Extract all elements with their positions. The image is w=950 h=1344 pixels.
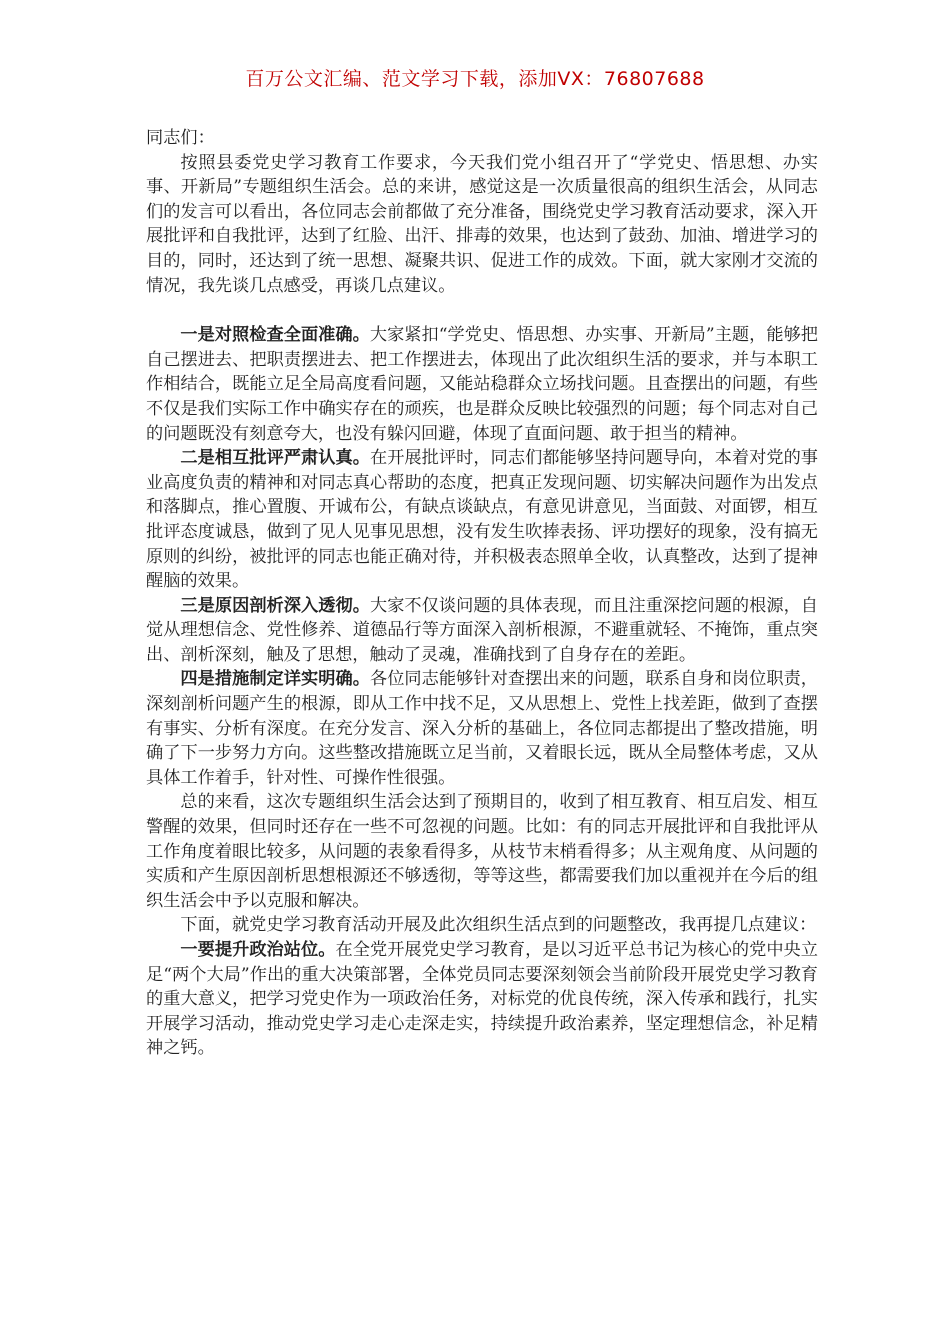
point-text: 在开展批评时，同志们都能够坚持问题导向，本着对党的事业高度负责的精神和对同志真心帮助的态度，把真正发现问题、切实解决问题作为出发点和落脚点，推心置腹、开诚布公，有缺点谈缺点，有意见讲意见，当面鼓、对面锣，相互批评态度诚恳，做到了见人见事见思想，没有发生吹捧表扬、评功摆好的现象，没有搞无原则的纠纷，被批评的同志也能正确对待，并积极表态照单全收，认真整改，达到了提神醒脑的效果。 xyxy=(146,448,818,592)
point-paragraph xyxy=(146,323,818,446)
suggestion-lead: 一要提升政治站位。 xyxy=(180,940,336,960)
point-paragraph xyxy=(146,667,818,790)
point-text: 各位同志能够针对查摆出来的问题，联系自身和岗位职责，深刻剖析问题产生的根源，即从工作中找不足，又从思想上、党性上找差距，做到了查摆有事实、分析有深度。在充分发言、深入分析的基础上，各位同志都提出了整改措施，明确了下一步努力方向。这些整改措施既立足当前，又着眼长远，既从全局整体考虑，又从具体工作着手，针对性、可操作性很强。 xyxy=(146,669,818,788)
point-paragraph xyxy=(146,446,818,594)
point-paragraph xyxy=(146,594,818,668)
point-lead: 四是措施制定详实明确。 xyxy=(180,669,370,690)
point-lead: 三是原因剖析深入透彻。 xyxy=(180,595,370,616)
suggestion-paragraph xyxy=(146,938,818,1061)
document-body xyxy=(146,126,818,1061)
point-text: 大家不仅谈问题的具体表现，而且注重深挖问题的根源，自觉从理想信念、党性修养、道德品行等方面深入剖析根源，不避重就轻、不掩饰，重点突出、剖析深刻，触及了思想，触动了灵魂，准确找到了自身存在的差距。 xyxy=(146,595,818,665)
salutation: 同志们： xyxy=(146,128,215,148)
point-lead: 二是相互批评严肃认真。 xyxy=(180,448,370,469)
paragraph-gap xyxy=(146,298,818,323)
suggestion-text: 在全党开展党史学习教育，是以习近平总书记为核心的党中央立足“两个大局”作出的重大决策部署，全体党员同志要深刻领会当前阶段开展党史学习教育的重大意义，把学习党史作为一项政治任务，对标党的优良传统，深入传承和践行，扎实开展学习活动，推动党史学习走心走深走实，持续提升政治素养，坚定理想信念，补足精神之钙。 xyxy=(146,940,818,1059)
intro-paragraph: 按照县委党史学习教育工作要求，今天我们党小组召开了“学党史、悟思想、办实事、开新局”专题组织生活会。总的来讲，感觉这是一次质量很高的组织生活会，从同志们的发言可以看出，各位同志会前都做了充分准备，围绕党史学习教育活动要求，深入开展批评和自我批评，达到了红脸、出汗、排毒的效果，也达到了鼓劲、加油、增进学习的目的，同时，还达到了统一思想、凝聚共识、促进工作的成效。下面，就大家刚才交流的情况，我先谈几点感受，再谈几点建议。 xyxy=(146,152,818,296)
point-text: 大家紧扣“学党史、悟思想、办实事、开新局”主题，能够把自己摆进去、把职责摆进去、把工作摆进去，体现出了此次组织生活的要求，并与本职工作相结合，既能立足全局高度看问题，又能站稳群众立场找问题。且查摆出的问题，有些不仅是我们实际工作中确实存在的顽疾，也是群众反映比较强烈的问题；每个同志对自己的问题既没有刻意夸大，也没有躲闪回避，体现了直面问题、敢于担当的精神。 xyxy=(146,325,818,444)
transition-paragraph: 下面，就党史学习教育活动开展及此次组织生活点到的问题整改，我再提几点建议： xyxy=(180,915,817,936)
point-lead: 一是对照检查全面准确。 xyxy=(180,325,370,346)
watermark-banner: 百万公文汇编、范文学习下载，添加VX：76807688 xyxy=(245,68,705,90)
summary-paragraph: 总的来看，这次专题组织生活会达到了预期目的，收到了相互教育、相互启发、相互警醒的效果，但同时还存在一些不可忽视的问题。比如：有的同志开展批评和自我批评从工作角度着眼比较多，从问题的表象看得多，从枝节末梢看得多；从主观角度、从问题的实质和产生原因剖析思想根源还不够透彻，等等这些，都需要我们加以重视并在今后的组织生活会中予以克服和解决。 xyxy=(146,792,818,911)
